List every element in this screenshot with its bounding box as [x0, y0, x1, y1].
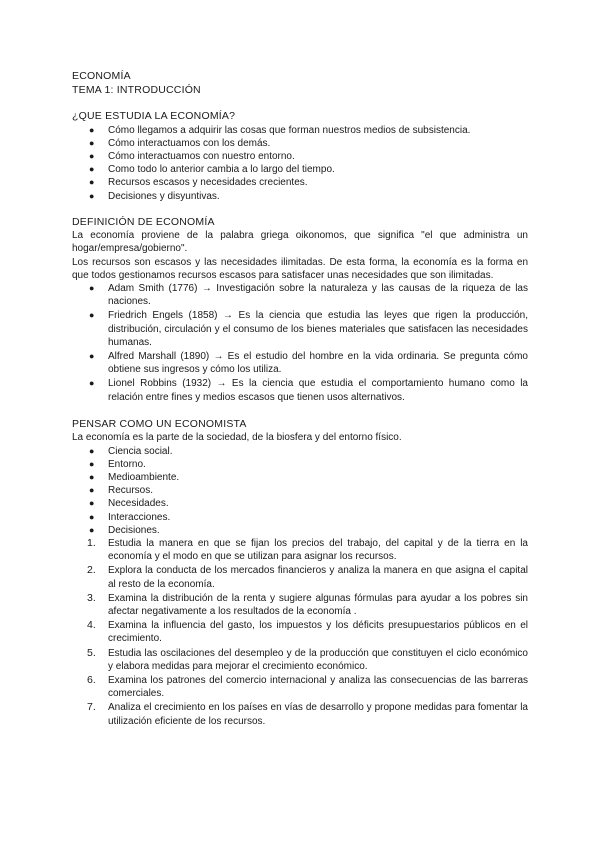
- list-item: [72, 163, 528, 176]
- item-number: 2.: [87, 564, 96, 577]
- item-number: 3.: [87, 591, 96, 604]
- doc-title: ECONOMÍA: [72, 70, 131, 82]
- numbered-item-text: Examina la influencia del gasto, los impuestos y los déficits presupuestarios públicos en el crecimiento.: [108, 620, 528, 645]
- section-heading-pensar: PENSAR COMO UN ECONOMISTA: [72, 417, 247, 430]
- numbered-item: [72, 674, 528, 700]
- list-item-text: Friedrich Engels (1858) → Es la ciencia que estudia las leyes que rigen la producción, distribución, circulación y el consumo de los bienes materiales que satisfacen las necesidades humanas.: [108, 310, 528, 348]
- list-item-text: Medioambiente.: [108, 471, 180, 483]
- list-item: [72, 377, 528, 403]
- list-item-text: Cómo llegamos a adquirir las cosas que forman nuestros medios de subsistencia.: [108, 124, 471, 136]
- list-item-text: Como todo lo anterior cambia a lo largo del tiempo.: [108, 164, 335, 176]
- list-item: [72, 445, 528, 458]
- section-heading-definicion: DEFINICIÓN DE ECONOMÍA: [72, 215, 215, 228]
- bullet-icon: ●: [89, 283, 95, 294]
- list-item-text: Recursos.: [108, 485, 154, 497]
- bullet-icon: ●: [89, 164, 95, 175]
- bullet-icon: ●: [89, 124, 95, 135]
- numbered-item-text: Explora la conducta de los mercados financieros y analiza la manera en que asigna el capital al resto de la economía.: [108, 565, 528, 590]
- list-item-text: Cómo interactuamos con nuestro entorno.: [108, 150, 295, 162]
- numbered-item: [72, 592, 528, 618]
- paragraph-recursos: Los recursos son escasos y las necesidades ilimitadas. De esta forma, la economía es la forma en que todos gestionamos recursos escasos para satisfacer unas necesidades que son ilimitadas.: [72, 256, 528, 281]
- numbered-item: [72, 701, 528, 727]
- numbered-item: [72, 564, 528, 590]
- paragraph-etimologia: La economía proviene de la palabra griega oikonomos, que significa "el que administra un hogar/empresa/gobierno".: [72, 230, 528, 255]
- list-item-text: Ciencia social.: [108, 445, 173, 457]
- list-item-text: Decisiones y disyuntivas.: [108, 190, 220, 202]
- bullet-icon: ●: [89, 190, 95, 201]
- section-1-list: [72, 124, 528, 203]
- list-item-text: Adam Smith (1776) → Investigación sobre la naturaleza y las causas de la riqueza de las naciones.: [108, 283, 528, 308]
- bullet-icon: ●: [89, 310, 95, 321]
- paragraph-parte-sociedad: La economía es la parte de la sociedad, de la biosfera y del entorno físico.: [72, 432, 402, 444]
- list-item: [72, 511, 528, 524]
- document-page: [72, 70, 528, 729]
- bullet-icon: ●: [89, 471, 95, 482]
- numbered-item-text: Estudia la manera en que se fijan los precios del trabajo, del capital y de la tierra en la economía y el modo en que se utilizan para asignar los recursos.: [108, 537, 528, 563]
- section-3-list: [72, 445, 528, 537]
- bullet-icon: ●: [89, 524, 95, 535]
- bullet-icon: ●: [89, 511, 95, 522]
- list-item-text: Decisiones.: [108, 524, 160, 536]
- list-item-text: Necesidades.: [108, 498, 169, 510]
- bullet-icon: ●: [89, 177, 95, 188]
- list-item: [72, 190, 528, 203]
- bullet-icon: ●: [89, 351, 95, 362]
- bullet-icon: ●: [89, 378, 95, 389]
- list-item-text: Cómo interactuamos con los demás.: [108, 137, 271, 149]
- list-item-text: Recursos escasos y necesidades crecientes.: [108, 177, 308, 189]
- bullet-icon: ●: [89, 458, 95, 469]
- list-item: [72, 150, 528, 163]
- bullet-icon: ●: [89, 445, 95, 456]
- item-number: 5.: [87, 646, 96, 659]
- list-item: [72, 124, 528, 137]
- item-number: 4.: [87, 619, 96, 632]
- item-number: 7.: [87, 701, 96, 714]
- bullet-icon: ●: [89, 137, 95, 148]
- list-item: [72, 176, 528, 189]
- doc-subtitle: TEMA 1: INTRODUCCIÓN: [72, 83, 201, 96]
- list-item-text: Interacciones.: [108, 511, 171, 523]
- bullet-icon: ●: [89, 498, 95, 509]
- list-item: [72, 471, 528, 484]
- list-item: [72, 497, 528, 510]
- numbered-item-text: Examina los patrones del comercio internacional y analiza las consecuencias de las barreras comerciales.: [108, 675, 528, 700]
- list-item: [72, 524, 528, 537]
- list-item-text: Alfred Marshall (1890) → Es el estudio del hombre en la vida ordinaria. Se pregunta cómo obtiene sus ingresos y cómo los utiliza.: [108, 351, 528, 376]
- list-item: [72, 309, 528, 349]
- section-2-list: [72, 282, 528, 404]
- numbered-item-text: Estudia las oscilaciones del desempleo y de la producción que constituyen el ciclo económico y elabora medidas para mejorar el crecimiento económico.: [108, 647, 528, 672]
- section-3-numbered-list: [72, 537, 528, 728]
- item-number: 1.: [87, 536, 96, 549]
- list-item: [72, 137, 528, 150]
- list-item: [72, 458, 528, 471]
- list-item: [72, 484, 528, 497]
- section-heading-que-estudia: ¿QUE ESTUDIA LA ECONOMÍA?: [72, 110, 236, 122]
- numbered-item: [72, 537, 528, 563]
- numbered-item-text: Examina la distribución de la renta y sugiere algunas fórmulas para ayudar a los pobres sin afectar negativamente a los resultados de la economía .: [108, 592, 528, 617]
- bullet-icon: ●: [89, 150, 95, 161]
- numbered-item: [72, 619, 528, 645]
- numbered-item: [72, 647, 528, 673]
- list-item-text: Entorno.: [108, 458, 146, 470]
- numbered-item-text: Analiza el crecimiento en los países en vías de desarrollo y propone medidas para fomentar la utilización eficiente de los recursos.: [108, 702, 528, 727]
- list-item: [72, 282, 528, 308]
- bullet-icon: ●: [89, 485, 95, 496]
- list-item: [72, 350, 528, 376]
- list-item-text: Lionel Robbins (1932) → Es la ciencia que estudia el comportamiento humano como la relación entre fines y medios escasos que tienen usos alternativos.: [108, 378, 528, 403]
- item-number: 6.: [87, 674, 96, 687]
